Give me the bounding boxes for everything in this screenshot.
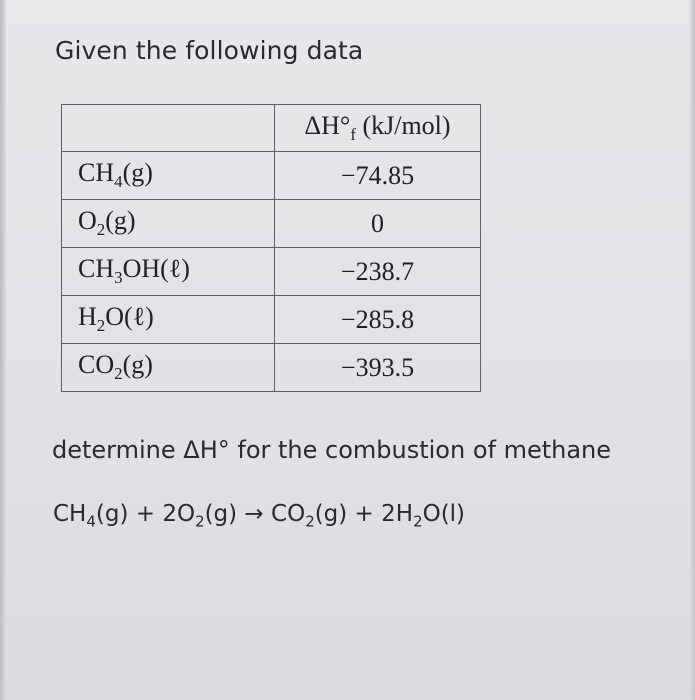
table-row [62, 344, 481, 392]
table-row [62, 152, 481, 200]
species-cell: $CH_3OH(\ell)$ [62, 248, 275, 296]
table-row [62, 200, 481, 248]
table-header-enthalpy: $\Delta H^\circ_f$ (kJ/mol) [275, 105, 481, 152]
enthalpy-data-table [61, 104, 481, 392]
page-right-edge [690, 0, 695, 700]
table-header-species [62, 105, 275, 152]
enthalpy-cell: −74.85 [275, 152, 481, 200]
species-cell: $H_2O(\ell)$ [62, 296, 275, 344]
enthalpy-cell: −393.5 [275, 344, 481, 392]
table-row [62, 248, 481, 296]
enthalpy-cell: −285.8 [275, 296, 481, 344]
species-cell: $O_2(g)$ [62, 200, 275, 248]
table-header-row [62, 105, 481, 152]
enthalpy-cell: −238.7 [275, 248, 481, 296]
table-row [62, 296, 481, 344]
enthalpy-cell: 0 [275, 200, 481, 248]
species-cell: $CO_2(g)$ [62, 344, 275, 392]
page-left-edge [0, 0, 6, 700]
species-cell: $CH_4(g)$ [62, 152, 275, 200]
question-text: determine ΔH° for the combustion of methane [52, 436, 612, 464]
intro-text: Given the following data [55, 36, 364, 65]
combustion-equation: $CH_4(g) + 2O_2(g) \to CO_2(g) + 2H_2O(l)$ [53, 501, 466, 531]
